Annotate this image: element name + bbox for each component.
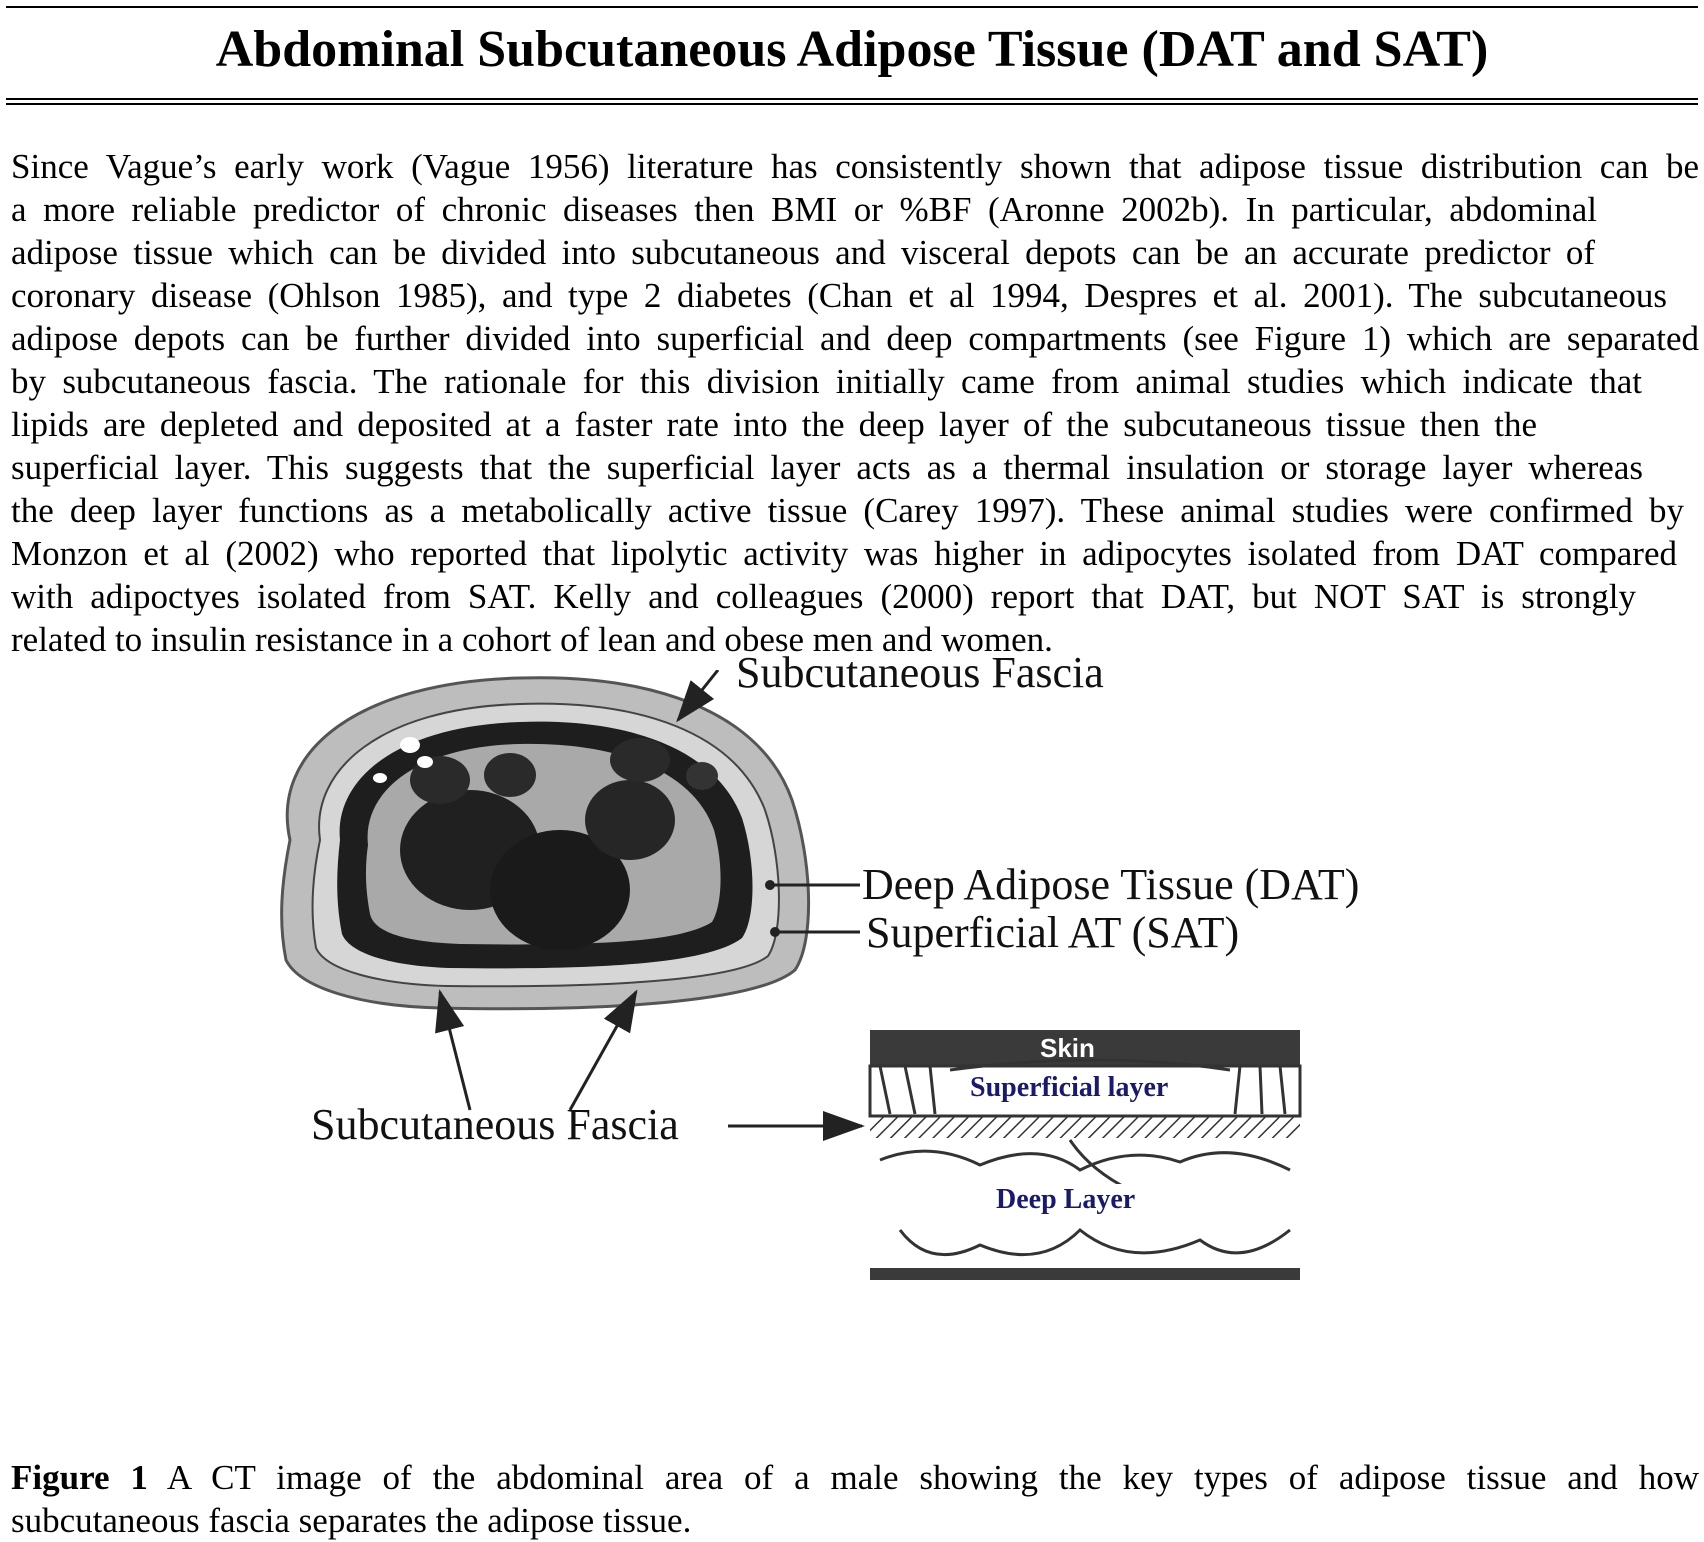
body-line: superficial layer. This suggests that the superficial layer acts as a thermal insulation or storage layer whereas bbox=[11, 448, 1643, 487]
body-line: by subcutaneous fascia. The rationale for this division initially came from animal studies which indicate that bbox=[11, 362, 1642, 401]
body-line: related to insulin resistance in a cohort of lean and obese men and women. bbox=[11, 620, 1053, 659]
label-superficial-at: Superficial AT (SAT) bbox=[866, 908, 1240, 957]
title-rule-bottom-1 bbox=[6, 98, 1698, 100]
caption-line-1 bbox=[11, 1456, 1699, 1499]
ct-slice-image bbox=[282, 678, 809, 1009]
label-deep-adipose-tissue: Deep Adipose Tissue (DAT) bbox=[862, 860, 1360, 909]
caption-text-1: A CT image of the abdominal area of a male showing the key types of adipose tissue and how bbox=[166, 1458, 1699, 1497]
body-line: adipose tissue which can be divided into subcutaneous and visceral depots can be an accurate predictor of bbox=[11, 233, 1595, 272]
body-line: Since Vague’s early work (Vague 1956) literature has consistently shown that adipose tissue distribution can be bbox=[11, 147, 1699, 186]
title-rule-top bbox=[6, 6, 1698, 8]
title-rule-bottom-2 bbox=[6, 103, 1698, 105]
body-line: the deep layer functions as a metabolically active tissue (Carey 1997). These animal studies were confirmed by bbox=[11, 491, 1684, 530]
leader-fascia-bottom-2 bbox=[570, 992, 636, 1110]
body-line: a more reliable predictor of chronic diseases then BMI or %BF (Aronne 2002b). In particular, abdominal bbox=[11, 190, 1597, 229]
inset-deep-layer-label: Deep Layer bbox=[992, 1184, 1139, 1216]
ct-illustration bbox=[0, 670, 1704, 1420]
body-line: coronary disease (Ohlson 1985), and type 2 diabetes (Chan et al 1994, Despres et al. 2001). The subcutaneous bbox=[11, 276, 1667, 315]
inset-superficial-layer-label: Superficial layer bbox=[966, 1072, 1172, 1104]
subcutaneous-layers-diagram bbox=[870, 1030, 1300, 1280]
inset-skin-label: Skin bbox=[1040, 1033, 1095, 1063]
label-subcutaneous-fascia-bottom: Subcutaneous Fascia bbox=[311, 1100, 679, 1149]
body-line: Monzon et al (2002) who reported that lipolytic activity was higher in adipocytes isolated from DAT compared bbox=[11, 534, 1677, 573]
body-paragraph bbox=[11, 145, 1699, 661]
body-line: adipose depots can be further divided into superficial and deep compartments (see Figure 1) which are separated bbox=[11, 319, 1699, 358]
figure-caption bbox=[11, 1456, 1699, 1542]
caption-label: Figure 1 bbox=[11, 1458, 148, 1497]
caption-line-2: subcutaneous fascia separates the adipose tissue. bbox=[11, 1501, 692, 1540]
figure-1 bbox=[0, 648, 1704, 1420]
page-title: Abdominal Subcutaneous Adipose Tissue (DAT and SAT) bbox=[215, 21, 1489, 78]
label-subcutaneous-fascia-top: Subcutaneous Fascia bbox=[736, 648, 1104, 697]
body-line: lipids are depleted and deposited at a faster rate into the deep layer of the subcutaneous tissue then the bbox=[11, 405, 1537, 444]
body-line: with adipoctyes isolated from SAT. Kelly and colleagues (2000) report that DAT, but NOT SAT is strongly bbox=[11, 577, 1636, 616]
